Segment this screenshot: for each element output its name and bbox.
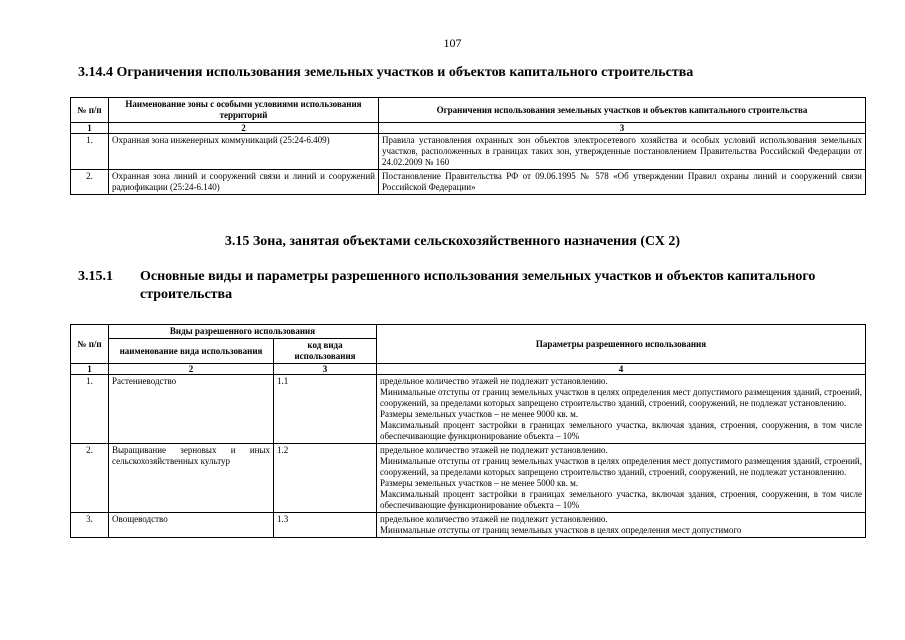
restrictions-table (70, 97, 866, 195)
row-use-code: 1.1 (274, 375, 377, 444)
param-line: Максимальный процент застройки в границах земельного участка, включая здания, строения, сооружения, в том числе обеспечивающие функционирование объекта – 10% (380, 420, 862, 441)
table-row (71, 375, 866, 444)
section-title-line2: строительства (140, 287, 233, 302)
param-line: предельное количество этажей не подлежит установлению. (380, 514, 608, 524)
table-row (71, 513, 866, 538)
row-params (377, 375, 866, 444)
col-number: 1 (71, 364, 109, 375)
row-params (377, 513, 866, 538)
col-number: 2 (109, 364, 274, 375)
header-limits: Ограничения использования земельных участков и объектов капитального строительства (379, 98, 866, 123)
col-number: 4 (377, 364, 866, 375)
param-line: Минимальные отступы от границ земельных участков в целях определения мест допустимого размещения зданий, строений, сооружений, за пределами которых запрещено строительство зданий, строений, сооружений, не подлежат установлению. (380, 387, 862, 408)
param-line: Минимальные отступы от границ земельных участков в целях определения мест допустимого размещения зданий, строений, сооружений, за пределами которых запрещено строительство зданий, строений, сооружений, не подлежат установлению. (380, 456, 862, 477)
row-limits: Постановление Правительства РФ от 09.06.1995 № 578 «Об утверждении Правил охраны линий и сооружений связи Российской Федерации» (379, 170, 866, 195)
table-row (71, 444, 866, 513)
section-title-3-15: 3.15 Зона, занятая объектами сельскохозяйственного назначения (СХ 2) (224, 234, 681, 249)
col-number: 3 (379, 123, 866, 134)
row-num: 2. (71, 170, 109, 195)
col-number: 2 (109, 123, 379, 134)
row-use-name: Выращивание зерновых и иных сельскохозяйственных культур (109, 444, 274, 513)
col-number: 3 (274, 364, 377, 375)
param-line: предельное количество этажей не подлежит установлению. (380, 376, 608, 386)
row-use-code: 1.3 (274, 513, 377, 538)
header-zone: Наименование зоны с особыми условиями использования территорий (109, 98, 379, 123)
param-line: Размеры земельных участков – не менее 9000 кв. м. (380, 409, 579, 419)
header-num: № п/п (71, 98, 109, 123)
header-num: № п/п (71, 325, 109, 364)
column-numbers-row (71, 364, 866, 375)
table-row (71, 134, 866, 170)
param-line: предельное количество этажей не подлежит установлению. (380, 445, 608, 455)
param-line: Максимальный процент застройки в границах земельного участка, включая здания, строения, сооружения, в том числе обеспечивающие функционирование объекта – 10% (380, 489, 862, 510)
header-use-types: Виды разрешенного использования (109, 325, 377, 339)
header-params: Параметры разрешенного использования (377, 325, 866, 364)
row-zone: Охранная зона инженерных коммуникаций (25:24-6.409) (109, 134, 379, 170)
page-number: 107 (443, 36, 462, 50)
section-title-line1: Основные виды и параметры разрешенного использования земельных участков и объектов капитального (140, 269, 816, 284)
row-use-code: 1.2 (274, 444, 377, 513)
row-limits: Правила установления охранных зон объектов электросетевого хозяйства и особых условий использования земельных участков, расположенных в границах таких зон, утвержденные постановлением Правительства Российской Федерации от 24.02.2009 № 160 (379, 134, 866, 170)
table-row (71, 170, 866, 195)
param-line: Размеры земельных участков – не менее 5000 кв. м. (380, 478, 579, 488)
row-num: 3. (71, 513, 109, 538)
column-numbers-row (71, 123, 866, 134)
row-params (377, 444, 866, 513)
row-zone: Охранная зона линий и сооружений связи и линий и сооружений радиофикации (25:24-6.140) (109, 170, 379, 195)
row-num: 2. (71, 444, 109, 513)
table-header-row (71, 98, 866, 123)
param-line: Минимальные отступы от границ земельных участков в целях определения мест допустимого (380, 525, 742, 535)
row-use-name: Растениеводство (109, 375, 274, 444)
permitted-use-table (70, 324, 866, 538)
section-title-3-15-1 (78, 268, 878, 304)
row-num: 1. (71, 375, 109, 444)
header-use-name: наименование вида использования (109, 339, 274, 364)
table-header-row (71, 325, 866, 339)
row-use-name: Овощеводство (109, 513, 274, 538)
section-title-3-14-4: 3.14.4 Ограничения использования земельных участков и объектов капитального строительства (78, 65, 694, 80)
section-number: 3.15.1 (78, 269, 113, 284)
col-number: 1 (71, 123, 109, 134)
row-num: 1. (71, 134, 109, 170)
header-use-code: код вида использования (274, 339, 377, 364)
